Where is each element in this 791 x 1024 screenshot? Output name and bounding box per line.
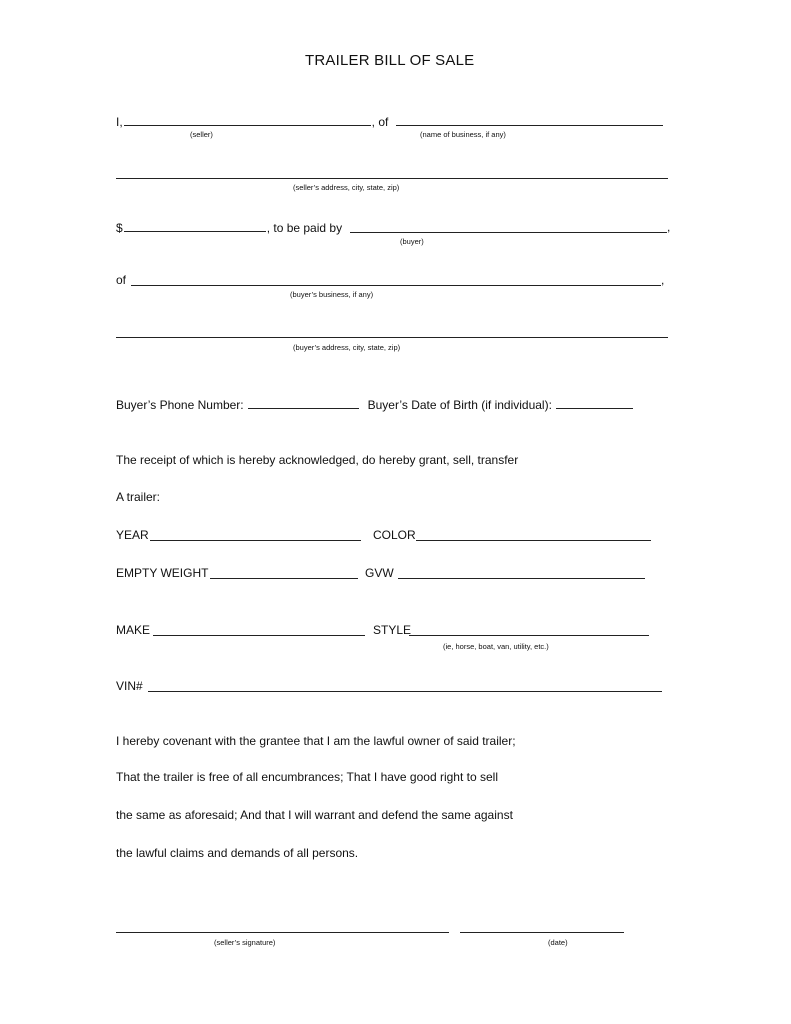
covenant-line-4: the lawful claims and demands of all persons. [116, 846, 359, 860]
make-label: MAKE [116, 623, 151, 637]
amount-field[interactable] [124, 220, 266, 232]
color-field[interactable] [416, 540, 651, 541]
seller-prefix: I, [116, 115, 123, 129]
covenant-line-1: I hereby covenant with the grantee that I am the lawful owner of said trailer; [116, 734, 516, 748]
gvw-label: GVW [365, 566, 394, 580]
style-examples-caption: (ie, horse, boat, van, utility, etc.) [443, 642, 549, 651]
buyer-business-field[interactable] [131, 285, 661, 286]
signature-caption: (seller’s signature) [214, 938, 276, 947]
dollar-sign: $ [116, 221, 123, 235]
business-caption: (name of business, if any) [420, 130, 506, 139]
seller-address-caption: (seller’s address, city, state, zip) [293, 183, 400, 192]
style-field[interactable] [409, 635, 649, 636]
buyer-business-comma: , [661, 273, 665, 287]
make-field[interactable] [153, 635, 365, 636]
document-title: TRAILER BILL OF SALE [305, 52, 475, 69]
date-field[interactable] [460, 932, 624, 933]
phone-label: Buyer’s Phone Number: [116, 398, 244, 412]
buyer-name-field[interactable] [350, 232, 667, 233]
seller-name-field[interactable] [124, 114, 371, 126]
empty-weight-label: EMPTY WEIGHT [116, 566, 209, 580]
vin-field[interactable] [148, 691, 662, 692]
vin-label: VIN# [116, 679, 143, 693]
covenant-line-3: the same as aforesaid; And that I will warrant and defend the same against [116, 808, 513, 822]
phone-field[interactable] [248, 397, 359, 409]
paid-by-label: , to be paid by [266, 221, 343, 235]
year-label: YEAR [116, 528, 149, 542]
trailer-intro: A trailer: [116, 490, 161, 504]
receipt-text: The receipt of which is hereby acknowledged, do hereby grant, sell, transfer [116, 453, 519, 467]
gvw-field[interactable] [398, 578, 645, 579]
seller-of-label: , of [371, 115, 389, 129]
buyer-caption: (buyer) [400, 237, 424, 246]
seller-caption: (seller) [190, 130, 213, 139]
signature-field[interactable] [116, 932, 449, 933]
dob-field[interactable] [556, 397, 633, 409]
phone-dob-line [116, 397, 634, 412]
year-field[interactable] [150, 540, 361, 541]
amount-line [116, 220, 342, 235]
buyer-address-field[interactable] [116, 337, 668, 338]
style-label: STYLE [373, 623, 412, 637]
buyer-business-of-label: of [116, 273, 127, 287]
buyer-address-caption: (buyer’s address, city, state, zip) [293, 343, 401, 352]
empty-weight-field[interactable] [210, 578, 358, 579]
covenant-line-2: That the trailer is free of all encumbrances; That I have good right to sell [116, 770, 498, 784]
date-caption: (date) [548, 938, 568, 947]
business-name-field[interactable] [396, 125, 663, 126]
buyer-line-comma: , [667, 220, 671, 234]
seller-address-field[interactable] [116, 178, 668, 179]
color-label: COLOR [373, 528, 416, 542]
buyer-business-caption: (buyer’s business, if any) [290, 290, 374, 299]
dob-label: Buyer’s Date of Birth (if individual): [367, 398, 552, 412]
seller-line [116, 114, 388, 129]
